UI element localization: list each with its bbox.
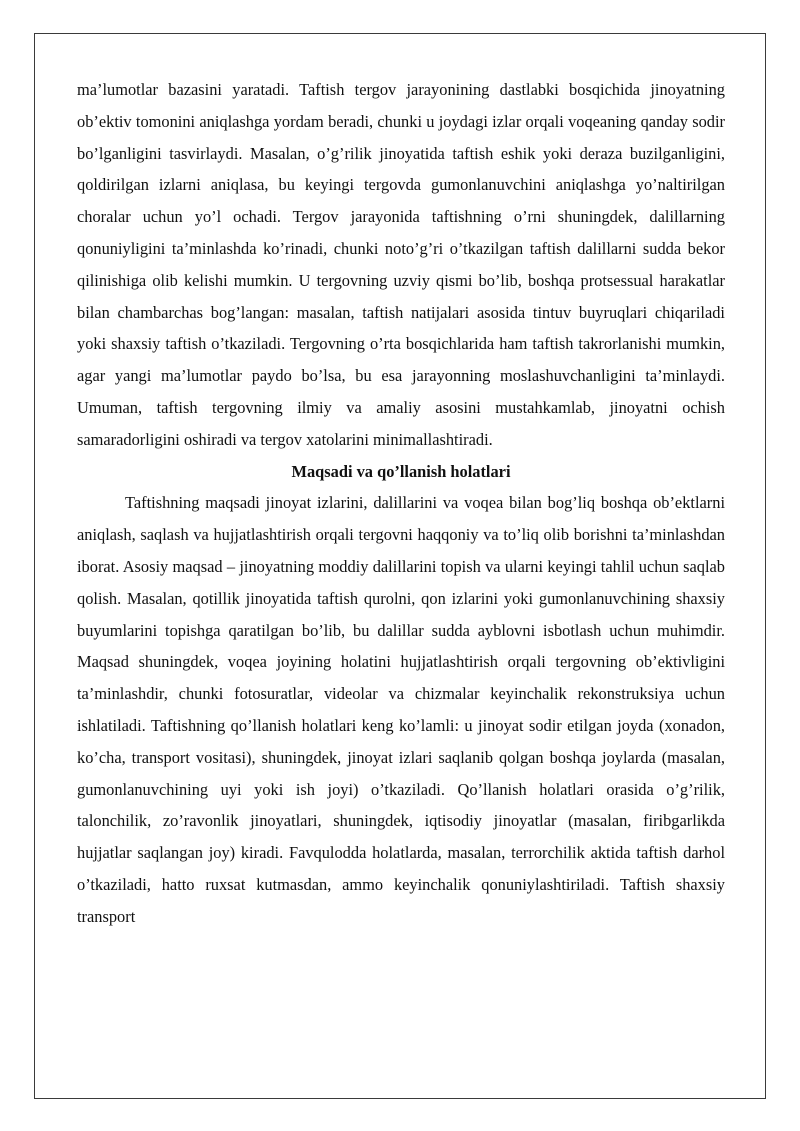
section-heading: Maqsadi va qo’llanish holatlari bbox=[291, 461, 511, 481]
document-body bbox=[77, 74, 725, 933]
body-paragraph-1: ma’lumotlar bazasini yaratadi. Taftish tergov jarayonining dastlabki bosqichida jinoyatning ob’ektiv tomonini aniqlashga yordam beradi, chunki u joydagi izlar orqali voqeaning qanday sodir bo’lganligini tasvirlaydi. Masalan, o’g’rilik jinoyatida taftish eshik yoki deraza buzilganligini, qoldirilgan izlarni aniqlasa, bu keyingi tergovda gumonlanuvchini aniqlashga yo’naltirilgan choralar uchun yo’l ochadi. Tergov jarayonida taftishning o’rni shuningdek, dalillarning qonuniyligini ta’minlashda ko’rinadi, chunki noto’g’ri o’tkazilgan taftish dalillarni sudda bekor qilinishiga olib kelishi mumkin. U tergovning uzviy qismi bo’lib, boshqa protsessual harakatlar bilan chambarchas bog’langan: masalan, taftish natijalari asosida tintuv buyruqlari chiqariladi yoki shaxsiy taftish o’tkaziladi. Tergovning o’rta bosqichlarida ham taftish takrorlanishi mumkin, agar yangi ma’lumotlar paydo bo’lsa, bu esa jarayonning moslashuvchanligini ta’minlaydi. Umuman, taftish tergovning ilmiy va amaliy asosini mustahkamlab, jinoyatni ochish samaradorligini oshiradi va tergov xatolarini minimallashtiradi. bbox=[77, 80, 725, 449]
body-paragraph-2: Taftishning maqsadi jinoyat izlarini, dalillarini va voqea bilan bog’liq boshqa ob’ektlarni aniqlash, saqlash va hujjatlashtirish orqali tergovni haqqoniy va to’liq olib borishni ta’minlashdan iborat. Asosiy maqsad – jinoyatning moddiy dalillarini topish va ularni keyingi tahlil uchun saqlab qolish. Masalan, qotillik jinoyatida taftish qurolni, qon izlarini yoki gumonlanuvchining shaxsiy buyumlarini topishga qaratilgan bo’lib, bu dalillar sudda ayblovni isbotlash uchun muhimdir. Maqsad shuningdek, voqea joyining holatini hujjatlashtirish orqali tergovning ob’ektivligini ta’minlashdir, chunki fotosuratlar, videolar va chizmalar keyinchalik rekonstruksiya uchun ishlatiladi. Taftishning qo’llanish holatlari keng ko’lamli: u jinoyat sodir etilgan joyda (xonadon, ko’cha, transport vositasi), shuningdek, jinoyat izlari saqlanib qolgan boshqa joylarda (masalan, gumonlanuvchining uyi yoki ish joyi) o’tkaziladi. Qo’llanish holatlari orasida o’g’rilik, talonchilik, zo’ravonlik jinoyatlari, shuningdek, iqtisodiy jinoyatlar (masalan, firibgarlikda hujjatlar saqlangan joy) kiradi. Favqulodda holatlarda, masalan, terrorchilik aktida taftish darhol o’tkaziladi, hatto ruxsat kutmasdan, ammo keyinchalik qonuniylashtiriladi. Taftish shaxsiy transport bbox=[77, 493, 725, 926]
